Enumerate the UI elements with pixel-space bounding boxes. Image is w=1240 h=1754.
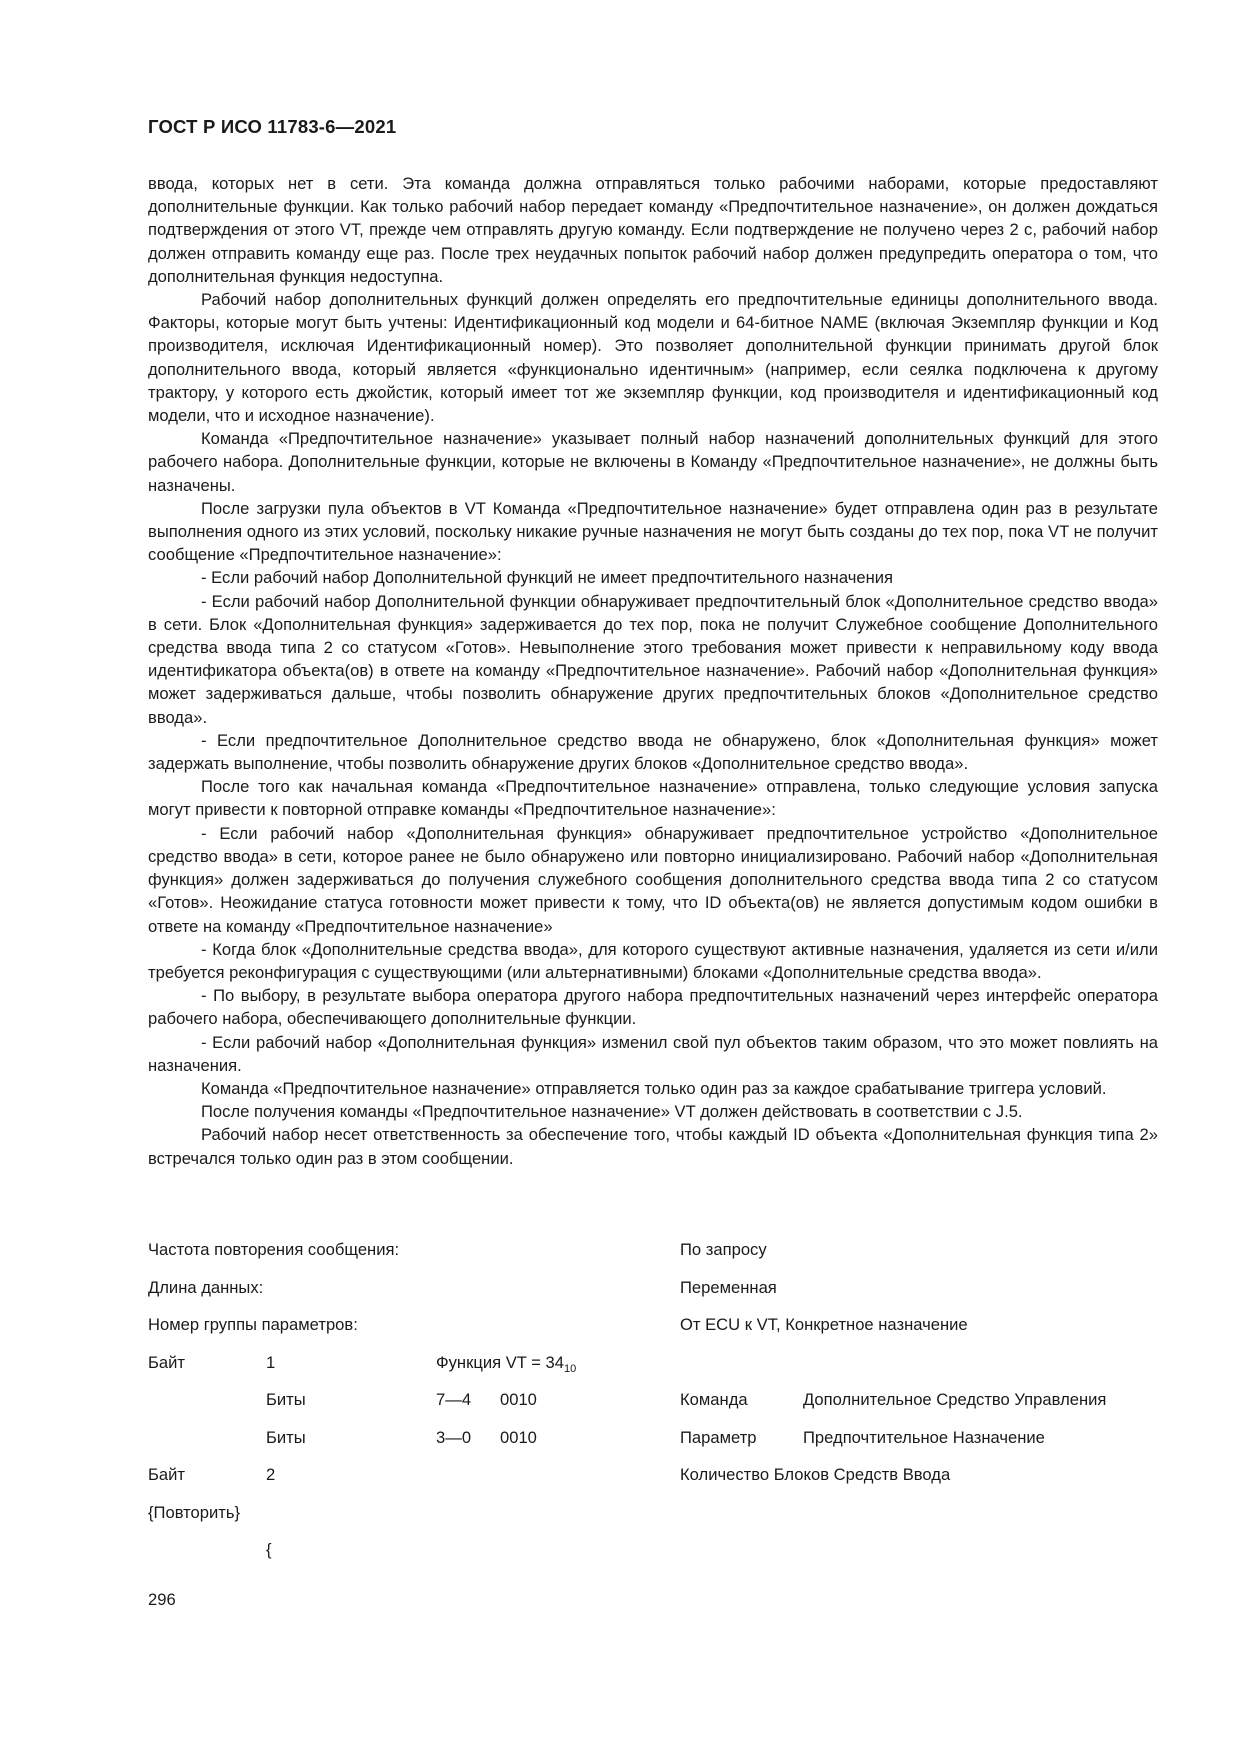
spec-row-length xyxy=(148,1278,1158,1316)
paragraph: Команда «Предпочтительное назначение» указывает полный набор назначений дополнительных функций для этого рабочего набора. Дополнительные функции, которые не включены в Команду «Предпочтительное назначение», не должны быть назначены. xyxy=(148,429,1158,495)
list-item: - По выбору, в результате выбора оператора другого набора предпочтительных назначений через интерфейс оператора рабочего набора, обеспечивающего дополнительные функции. xyxy=(148,986,1158,1029)
spec-row-byte2 xyxy=(148,1465,1158,1503)
paragraph: После того как начальная команда «Предпочтительное назначение» отправлена, только следующие условия запуска могут привести к повторной отправке команды «Предпочтительное назначение»: xyxy=(148,777,1158,820)
list-item: - Если предпочтительное Дополнительное средство ввода не обнаружено, блок «Дополнительная функция» может задержать выполнение, чтобы позволить обнаружение других блоков «Дополнительное средство ввода». xyxy=(148,730,1158,774)
byte2-number: 2 xyxy=(266,1465,276,1484)
bits1-name: Команда xyxy=(680,1390,748,1409)
list-item: - Если рабочий набор «Дополнительная функция» изменил свой пул объектов таким образом, что это может повлиять на назначения. xyxy=(148,1032,1158,1075)
rate-label: Частота повторения сообщения: xyxy=(148,1240,400,1259)
byte1-label: Байт xyxy=(148,1352,185,1372)
byte1-function-text: Функция VT = 34 xyxy=(436,1352,564,1372)
list-item: - Если рабочий набор Дополнительной функций не имеет предпочтительного назначения xyxy=(201,568,894,588)
paragraph: После загрузки пула объектов в VT Команда «Предпочтительное назначение» будет отправлена один раз в результате выполнения одного из этих условий, поскольку никакие ручные назначения не могут быть созданы до тех пор, пока VT не получит сообщение «Предпочтительное назначение»: xyxy=(148,498,1158,565)
byte2-description: Количество Блоков Средств Ввода xyxy=(680,1465,951,1484)
pgn-label: Номер группы параметров: xyxy=(148,1315,358,1334)
length-value: Переменная xyxy=(680,1277,777,1297)
bits2-value: 0010 xyxy=(500,1427,537,1447)
bits2-description: Предпочтительное Назначение xyxy=(803,1427,1045,1447)
bits1-range: 7—4 xyxy=(436,1390,472,1409)
paragraph: После получения команды «Предпочтительное назначение» VT должен действовать в соответствии с J.5. xyxy=(201,1102,1023,1122)
length-label: Длина данных: xyxy=(148,1277,264,1297)
spec-row-rate xyxy=(148,1240,1158,1278)
list-item: - Если рабочий набор Дополнительной функции обнаруживает предпочтительный блок «Дополнительное средство ввода» в сети. Блок «Дополнительная функция» задерживается до тех пор, пока не получит Служебное сообщение Дополнительного средства ввода типа 2 со статусом «Готов». Невыполнение этого требования может привести к неправильному коду ввода идентификатора объекта(ов) в ответе на команду «Предпочтительное назначение». Рабочий набор «Дополнительная функция» может задерживаться дальше, чтобы позволить обнаружение других предпочтительных блоков «Дополнительное средство ввода». xyxy=(148,591,1158,727)
rate-value: По запросу xyxy=(680,1240,767,1259)
byte2-label: Байт xyxy=(148,1465,185,1484)
bits2-name: Параметр xyxy=(680,1427,757,1447)
spec-row-repeat xyxy=(148,1503,1158,1541)
bits2-range: 3—0 xyxy=(436,1427,472,1447)
bits2-label: Биты xyxy=(266,1427,306,1447)
spec-row-pgn xyxy=(148,1315,1158,1353)
paragraph: Рабочий набор несет ответственность за обеспечение того, чтобы каждый ID объекта «Дополнительная функция типа 2» встречался только один раз в этом сообщении. xyxy=(148,1125,1158,1168)
spec-row-bits2 xyxy=(148,1428,1158,1466)
pgn-value: От ECU к VT, Конкретное назначение xyxy=(680,1315,968,1334)
paragraph: Рабочий набор дополнительных функций должен определять его предпочтительные единицы дополнительного ввода. Факторы, которые могут быть учтены: Идентификационный код модели и 64-битное NAME (включая Экземпляр функции и Код производителя, исключая Идентификационный номер). Это позволяет дополнительной функции принимать другой блок дополнительного ввода, который является «функционально идентичным» (например, если сеялка подключена к другому трактору, у которого есть джойстик, который имеет тот же экземпляр функции, код производителя и идентификационный код модели, что и исходное назначение). xyxy=(148,290,1158,426)
document-header: ГОСТ Р ИСО 11783-6—2021 xyxy=(148,116,397,137)
spec-row-byte1 xyxy=(148,1353,1158,1391)
list-item: - Когда блок «Дополнительные средства ввода», для которого существуют активные назначения, удаляется из сети и/или требуется реконфигурация с существующими (или альтернативными) блоками «Дополнительные средства ввода». xyxy=(148,939,1158,982)
byte1-number: 1 xyxy=(266,1352,276,1372)
byte1-function xyxy=(436,1353,576,1375)
bits1-label: Биты xyxy=(266,1390,306,1409)
bits1-description: Дополнительное Средство Управления xyxy=(803,1390,1107,1409)
paragraph: Команда «Предпочтительное назначение» отправляется только один раз за каждое срабатывание триггера условий. xyxy=(201,1078,1107,1098)
bits1-value: 0010 xyxy=(500,1390,537,1409)
repeat-label: {Повторить} xyxy=(148,1502,241,1522)
message-spec-table xyxy=(148,1240,1158,1578)
byte1-function-subscript: 10 xyxy=(563,1362,577,1375)
brace-open: { xyxy=(266,1540,272,1559)
spec-row-brace xyxy=(148,1540,1158,1578)
list-item: - Если рабочий набор «Дополнительная функция» обнаруживает предпочтительное устройство «Дополнительное средство ввода» в сети, которое ранее не было обнаружено или повторно инициализировано. Рабочий набор «Дополнительная функция» должен задерживаться до получения служебного сообщения дополнительного средства ввода типа 2 со статусом «Готов». Неожидание статуса готовности может привести к тому, что ID объекта(ов) не является допустимым кодом ошибки в ответе на команду «Предпочтительное назначение» xyxy=(148,823,1158,936)
page-number: 296 xyxy=(148,1590,176,1609)
body-text xyxy=(148,172,1158,1170)
paragraph: ввода, которых нет в сети. Эта команда должна отправляться только рабочими наборами, которые предоставляют дополнительные функции. Как только рабочий набор передает команду «Предпочтительное назначение», он должен дождаться подтверждения от этого VT, прежде чем отправлять другую команду. Если подтверждение не получено через 2 с, рабочий набор должен отправить команду еще раз. После трех неудачных попыток рабочий набор должен предупредить оператора о том, что дополнительная функция недоступна. xyxy=(148,174,1158,286)
spec-row-bits1 xyxy=(148,1390,1158,1428)
